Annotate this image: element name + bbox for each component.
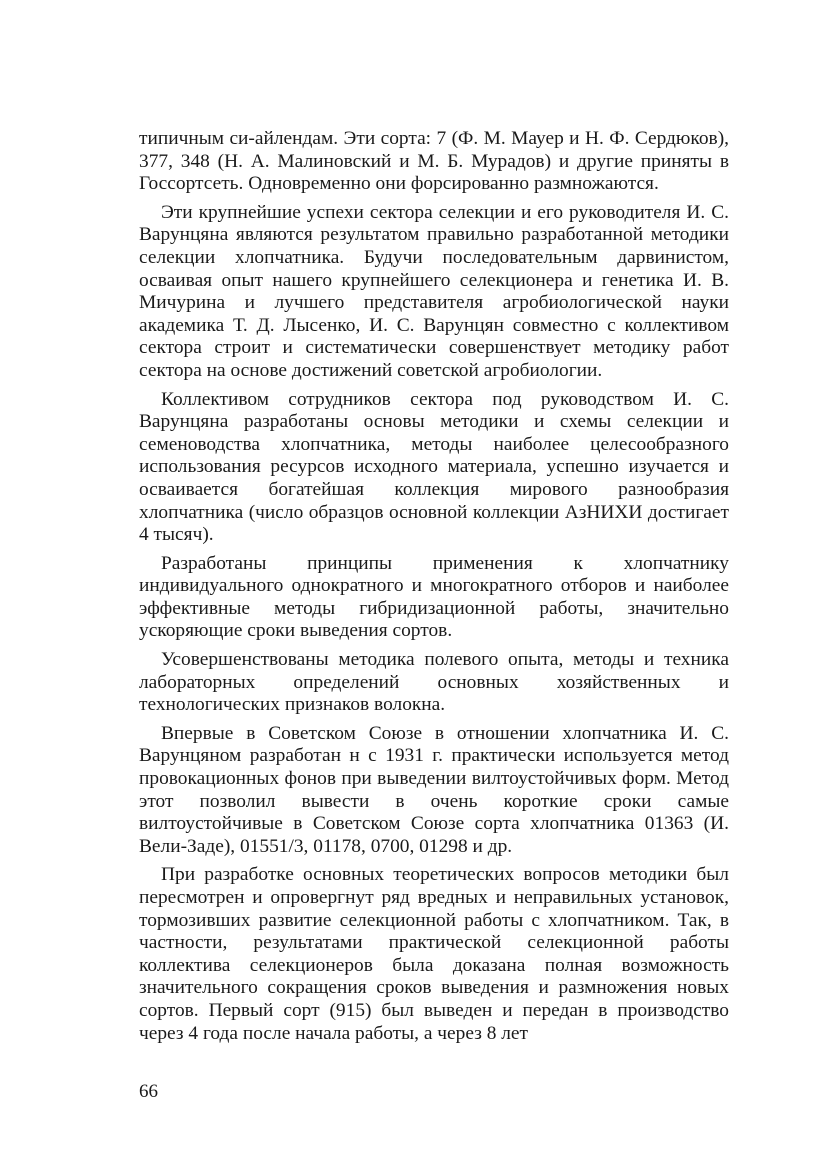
- paragraph-6: Впервые в Советском Союзе в отношении хлопчатника И. С. Варунцяном разработан н с 1931 г. практически используется метод провокационных фонов при выведении вилтоустойчивых форм. Метод этот позволил вывести в очень короткие сроки самые вилтоустойчивые в Советском Союзе сорта хлопчатника 01363 (И. Вели-Заде), 01551/3, 01178, 0700, 01298 и др.: [139, 722, 729, 857]
- page-number: 66: [139, 1081, 158, 1102]
- paragraph-2: Эти крупнейшие успехи сектора селекции и его руководителя И. С. Варунцяна являются результатом правильно разработанной методики селекции хлопчатника. Будучи последовательным дарвинистом, осваивая опыт нашего крупнейшего селекционера и генетика И. В. Мичурина и лучшего представителя агробиологической науки академика Т. Д. Лысенко, И. С. Варунцян совместно с коллективом сектора строит и систематически совершенствует методику работ сектора на основе достижений советской агробиологии.: [139, 201, 729, 381]
- body-text: [139, 128, 729, 1051]
- paragraph-7: При разработке основных теоретических вопросов методики был пересмотрен и опровергнут ряд вредных и неправильных установок, тормозивших развитие селекционной работы с хлопчатником. Так, в частности, результатами практической селекционной работы коллектива селекционеров была доказана полная возможность значительного сокращения сроков выведения и размножения новых сортов. Первый сорт (915) был выведен и передан в производство через 4 года после начала работы, а через 8 лет: [139, 864, 729, 1044]
- paragraph-3: Коллективом сотрудников сектора под руководством И. С. Варунцяна разработаны основы методики и схемы селекции и семеноводства хлопчатника, методы наиболее целесообразного использования ресурсов исходного материала, успешно изучается и осваивается богатейшая коллекция мирового разнообразия хлопчатника (число образцов основной коллекции АзНИХИ достигает 4 тысяч).: [139, 388, 729, 546]
- paragraph-5: Усовершенствованы методика полевого опыта, методы и техника лабораторных определений основных хозяйственных и технологических признаков волокна.: [139, 649, 729, 716]
- paragraph-1: типичным си-айлендам. Эти сорта: 7 (Ф. М. Мауер и Н. Ф. Сердюков), 377, 348 (Н. А. Малиновский и М. Б. Мурадов) и другие приняты в Госсортсеть. Одновременно они форсированно размножаются.: [139, 128, 729, 195]
- paragraph-4: Разработаны принципы применения к хлопчатнику индивидуального однократного и многократного отборов и наиболее эффективные методы гибридизационной работы, значительно ускоряющие сроки выведения сортов.: [139, 552, 729, 642]
